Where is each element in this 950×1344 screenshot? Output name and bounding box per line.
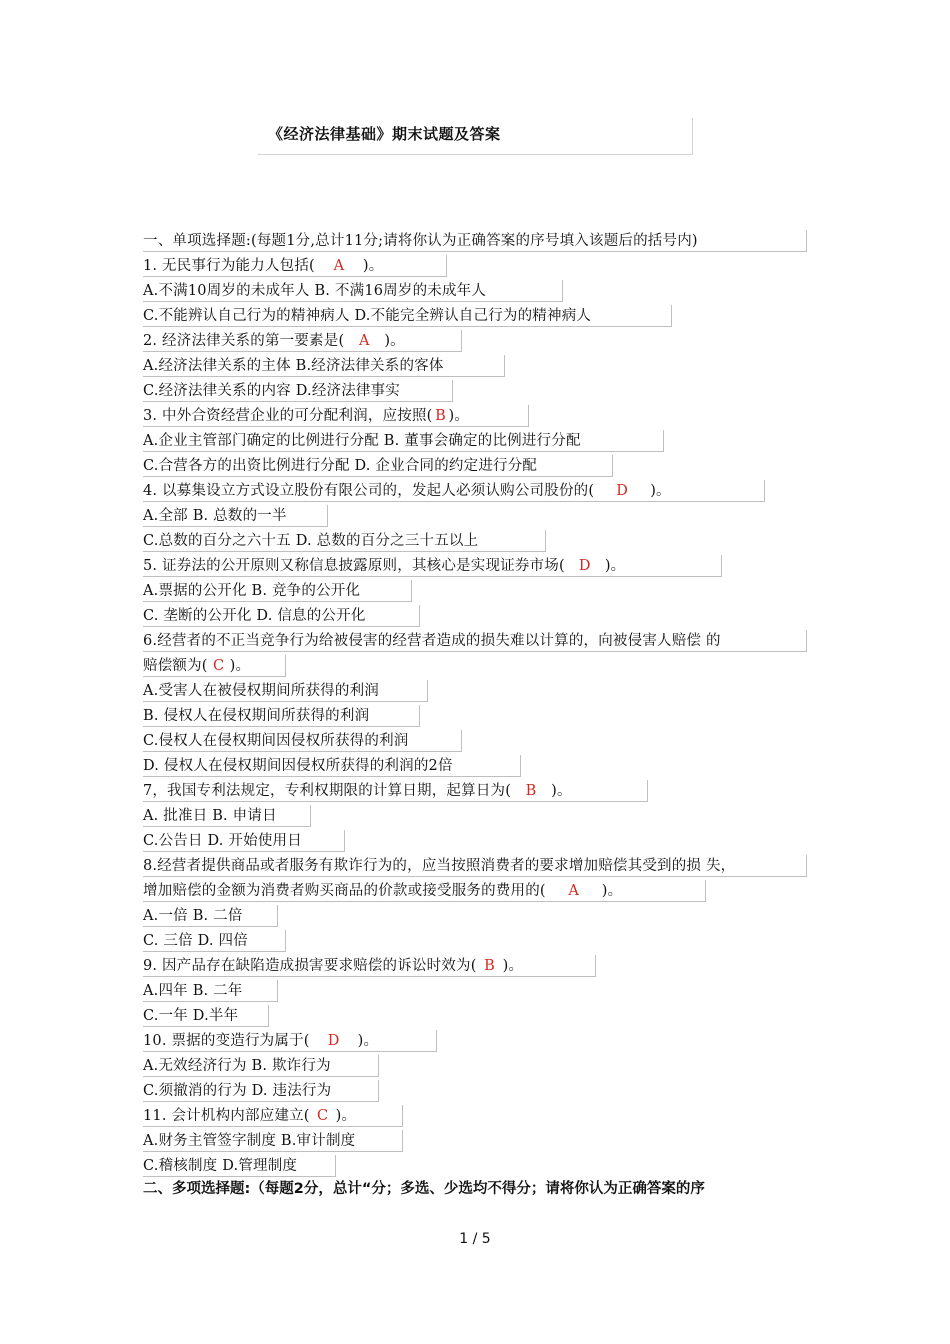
- question-6-option-b: B. 侵权人在侵权期间所获得的利润: [143, 705, 420, 727]
- question-3-options-cd: C.合营各方的出资比例进行分配 D. 企业合同的约定进行分配: [143, 455, 613, 477]
- title-box: [258, 118, 693, 155]
- question-11: 11. 会计机构内部应建立( C )。: [143, 1105, 403, 1127]
- answer-7: B: [525, 783, 537, 799]
- question-9: 9. 因产品存在缺陷造成损害要求赔偿的诉讼时效为( B )。: [143, 955, 596, 977]
- question-4: 4. 以募集设立方式设立股份有限公司的，发起人必须认购公司股份的( D )。: [143, 480, 765, 502]
- question-2-options-cd: C.经济法律关系的内容 D.经济法律事实: [143, 380, 453, 402]
- answer-4: D: [616, 483, 629, 499]
- question-5-options-cd: C. 垄断的公开化 D. 信息的公开化: [143, 605, 420, 627]
- question-2: 2. 经济法律关系的第一要素是( A )。: [143, 330, 462, 352]
- answer-11: C: [316, 1108, 329, 1124]
- question-11-options-cd: C.稽核制度 D.管理制度: [143, 1155, 336, 1177]
- question-10: 10. 票据的变造行为属于( D )。: [143, 1030, 437, 1052]
- question-4-options-ab: A.全部 B. 总数的一半: [143, 505, 328, 527]
- question-7-options-cd: C.公告日 D. 开始使用日: [143, 830, 345, 852]
- question-6-option-c: C.侵权人在侵权期间因侵权所获得的利润: [143, 730, 462, 752]
- section-1-heading: 一、单项选择题:(每题1分,总计11分;请将你认为正确答案的序号填入该题后的括号内): [143, 230, 807, 252]
- answer-10: D: [327, 1033, 340, 1049]
- question-8: 增加赔偿的金额为消费者购买商品的价款或接受服务的费用的( A )。: [143, 880, 706, 902]
- question-5-options-ab: A.票据的公开化 B. 竞争的公开化: [143, 580, 412, 602]
- answer-6: C: [213, 658, 225, 674]
- question-8-line-1: 8.经营者提供商品或者服务有欺诈行为的，应当按照消费者的要求增加赔偿其受到的损 失，: [143, 855, 807, 877]
- question-3-options-ab: A.企业主管部门确定的比例进行分配 B. 董事会确定的比例进行分配: [143, 430, 664, 452]
- answer-8: A: [568, 883, 580, 899]
- question-10-options-ab: A.无效经济行为 B. 欺诈行为: [143, 1055, 379, 1077]
- question-2-options-ab: A.经济法律关系的主体 B.经济法律关系的客体: [143, 355, 505, 377]
- answer-1: A: [333, 258, 345, 274]
- answer-2: A: [358, 333, 370, 349]
- question-10-options-cd: C.须撤消的行为 D. 违法行为: [143, 1080, 379, 1102]
- question-8-options-cd: C. 三倍 D. 四倍: [143, 930, 286, 952]
- question-6-line-1: 6.经营者的不正当竞争行为给被侵害的经营者造成的损失难以计算的，向被侵害人赔偿 的: [143, 630, 807, 652]
- question-1-options-cd: C.不能辨认自己行为的精神病人 D.不能完全辨认自己行为的精神病人: [143, 305, 672, 327]
- question-7-options-ab: A. 批准日 B. 申请日: [143, 805, 311, 827]
- question-6: 赔偿额为( C )。: [143, 655, 286, 677]
- answer-9: B: [484, 958, 496, 974]
- question-7: 7，我国专利法规定，专利权期限的计算日期，起算日为( B )。: [143, 780, 648, 802]
- question-9-options-cd: C.一年 D.半年: [143, 1005, 269, 1027]
- answer-3: B: [435, 408, 446, 424]
- question-4-options-cd: C.总数的百分之六十五 D. 总数的百分之三十五以上: [143, 530, 546, 552]
- question-3: 3. 中外合资经营企业的可分配利润，应按照( B )。: [143, 405, 529, 427]
- question-8-options-ab: A.一倍 B. 二倍: [143, 905, 278, 927]
- page-number: 1 / 5: [459, 1231, 491, 1247]
- question-5: 5. 证券法的公开原则又称信息披露原则，其核心是实现证券市场( D )。: [143, 555, 722, 577]
- section-2-heading: 二、多项选择题:（每题2分，总计“分；多选、少选均不得分；请将你认为正确答案的序: [143, 1181, 705, 1197]
- question-6-option-d: D. 侵权人在侵权期间因侵权所获得的利润的2倍: [143, 755, 521, 777]
- question-1: 1. 无民事行为能力人包括( A )。: [143, 255, 447, 277]
- question-11-options-ab: A.财务主管签字制度 B.审计制度: [143, 1130, 403, 1152]
- answer-5: D: [578, 558, 591, 574]
- question-6-option-a: A.受害人在被侵权期间所获得的利润: [143, 680, 428, 702]
- page-title: 《经济法律基础》期末试题及答案: [268, 125, 501, 143]
- question-9-options-ab: A.四年 B. 二年: [143, 980, 278, 1002]
- question-1-options-ab: A.不满10周岁的未成年人 B. 不满16周岁的未成年人: [143, 280, 563, 302]
